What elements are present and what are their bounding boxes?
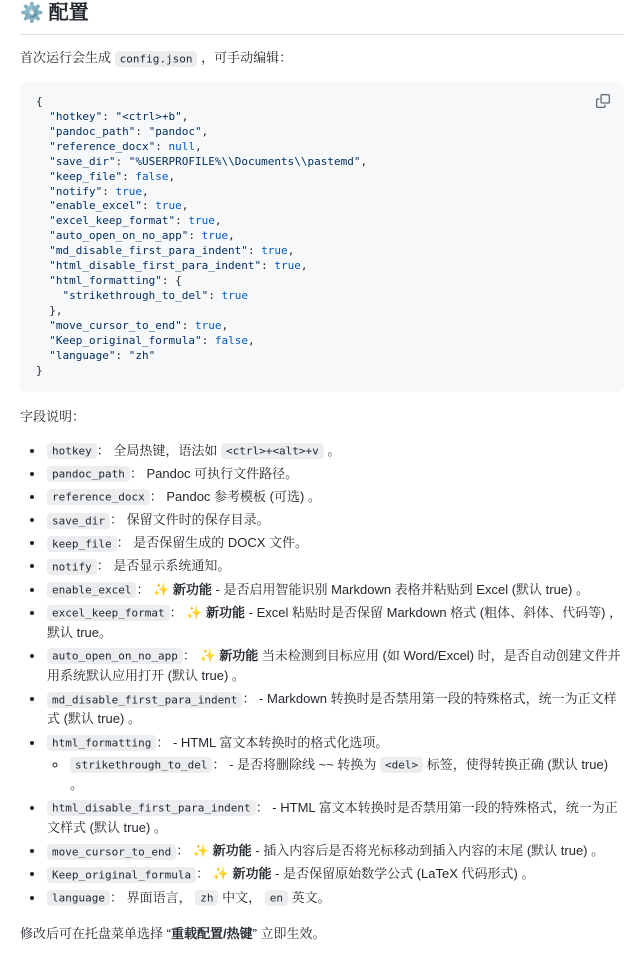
text-segment: ：	[136, 581, 154, 597]
code-token	[36, 155, 49, 168]
code-token: ,	[181, 199, 189, 213]
code-token: true	[188, 214, 215, 228]
code-line	[36, 244, 608, 259]
text-segment: 。	[323, 442, 341, 458]
bold-text: 新功能	[172, 581, 212, 597]
inline-code: Keep_original_formula	[47, 867, 196, 883]
field-item	[45, 689, 624, 729]
code-token: :	[141, 199, 156, 213]
text-segment: ： - Markdown 转换时是否禁用第一段的特殊格式，统一为正文样式 (默认 true) 。	[47, 691, 617, 727]
code-token: ,	[181, 109, 189, 123]
code-token: null	[168, 139, 195, 153]
text-segment: ：	[182, 647, 200, 663]
bold-text: 新功能	[212, 843, 252, 859]
sparkles-icon: ✨	[212, 866, 233, 882]
code-line	[36, 364, 608, 379]
text-segment: ： 全局热键，语法如	[96, 442, 221, 458]
sparkles-icon: ✨	[186, 604, 207, 620]
code-token: ,	[201, 124, 209, 138]
inline-code: reference_docx	[47, 489, 150, 505]
field-item	[45, 888, 624, 908]
inline-code: auto_open_on_no_app	[47, 648, 183, 664]
text-segment: ：	[196, 866, 213, 882]
inline-code: html_formatting	[47, 735, 156, 751]
inline-code: strikethrough_to_del	[70, 757, 212, 773]
code-token: "pandoc"	[148, 124, 202, 138]
inline-code: md_disable_first_para_indent	[47, 692, 242, 708]
inline-code: html_disable_first_para_indent	[47, 800, 256, 816]
code-token	[36, 229, 49, 242]
code-token: {	[36, 94, 43, 108]
field-item	[45, 733, 624, 795]
code-token: "html_formatting"	[49, 274, 162, 288]
code-token: "excel_keep_format"	[49, 214, 176, 228]
code-token: ,	[194, 139, 202, 153]
code-token: :	[201, 334, 215, 348]
code-line	[36, 334, 608, 349]
field-item	[45, 580, 624, 600]
code-token: "notify"	[49, 184, 103, 198]
code-token: "%USERPROFILE%\\Documents\\pastemd"	[128, 154, 361, 168]
code-token	[36, 140, 49, 153]
code-token	[36, 110, 49, 123]
code-token: "<ctrl>+b"	[115, 109, 182, 123]
code-token: :	[175, 214, 189, 228]
intro-paragraph	[20, 48, 624, 69]
code-token: true	[261, 244, 288, 258]
field-item	[45, 441, 624, 461]
text-segment: ” 立即生效。	[252, 925, 326, 941]
sub-field-list	[47, 755, 624, 795]
code-line	[36, 140, 608, 155]
footer-note	[20, 924, 624, 945]
code-token: ,	[141, 184, 149, 198]
text-segment: ：	[169, 604, 187, 620]
code-token: ,	[247, 334, 255, 348]
code-token	[36, 185, 49, 198]
inline-code: language	[47, 890, 110, 906]
text-segment: ，可手动编辑：	[197, 50, 293, 65]
code-line	[36, 125, 608, 140]
text-segment: ： 保留文件时的保存目录。	[109, 512, 270, 528]
code-token: :	[247, 244, 262, 258]
text-segment: - 是否保留原始数学公式 (LaTeX 代码形式) 。	[271, 866, 535, 882]
code-token	[36, 349, 49, 362]
inline-code: notify	[47, 559, 97, 575]
code-token	[36, 170, 49, 183]
field-item	[45, 510, 624, 530]
text-segment: - Excel 粘贴时是否保留 Markdown 格式 (粗体、斜体、代码等) ，默认 true。	[47, 604, 623, 640]
field-item	[45, 487, 624, 507]
text-segment: 首次运行会生成	[20, 50, 115, 65]
inline-code: enable_excel	[47, 582, 136, 598]
code-token: :	[122, 169, 136, 183]
inline-code: <ctrl>+<alt>+v	[221, 443, 324, 459]
inline-code: save_dir	[47, 513, 110, 529]
field-item	[45, 603, 624, 643]
code-token: true	[221, 289, 248, 303]
bold-text: 新功能	[219, 647, 259, 663]
inline-code: move_cursor_to_end	[47, 844, 176, 860]
copy-icon	[596, 94, 610, 111]
fields-list	[20, 441, 624, 908]
inline-code: keep_file	[47, 536, 117, 552]
code-block-container	[20, 82, 624, 392]
text-segment: 中文，	[218, 889, 265, 905]
code-line	[36, 110, 608, 125]
inline-code: zh	[195, 890, 218, 906]
text-segment: ： 是否保留生成的 DOCX 文件。	[116, 535, 309, 551]
inline-code: config.json	[115, 51, 198, 67]
code-token: "reference_docx"	[49, 139, 156, 153]
text-segment: ： 是否显示系统通知。	[96, 558, 231, 574]
code-token	[36, 125, 49, 138]
code-line	[36, 199, 608, 214]
code-line	[36, 170, 608, 185]
code-line	[36, 319, 608, 334]
code-token	[36, 259, 49, 272]
text-segment: ： - HTML 富文本转换时的格式化选项。	[156, 734, 389, 750]
code-token	[36, 334, 49, 347]
code-line	[36, 259, 608, 274]
text-segment: 标签，使得转换正确 (默认 true) 。	[70, 756, 609, 792]
code-token: },	[36, 304, 63, 318]
code-token: :	[261, 259, 275, 273]
code-line	[36, 289, 608, 304]
code-token: ,	[214, 214, 222, 228]
code-token: :	[115, 349, 129, 362]
text-segment: - 是否启用智能识别 Markdown 表格并粘贴到 Excel (默认 true) 。	[211, 581, 589, 597]
inline-code: hotkey	[47, 443, 97, 459]
text-segment: 修改后可在托盘菜单选择 “	[20, 925, 171, 941]
code-token: "pandoc_path"	[49, 124, 136, 138]
code-token: true	[115, 184, 142, 198]
code-line	[36, 185, 608, 200]
fields-label: 字段说明：	[20, 408, 86, 424]
bold-text: 重载配置/热键	[170, 925, 253, 941]
field-item	[45, 556, 624, 576]
code-token: :	[188, 229, 202, 243]
text-segment: - 插入内容后是否将光标移动到插入内容的末尾 (默认 true) 。	[251, 843, 605, 859]
code-token: "keep_file"	[49, 169, 123, 183]
copy-button[interactable]	[590, 90, 616, 116]
code-token: true	[155, 199, 182, 213]
code-token: :	[208, 289, 222, 303]
code-token: false	[214, 334, 248, 348]
code-line	[36, 229, 608, 244]
code-token: :	[102, 109, 116, 123]
code-token: "enable_excel"	[49, 199, 142, 213]
code-token	[36, 319, 49, 332]
field-item	[45, 464, 624, 484]
code-token: "language"	[49, 349, 116, 362]
sparkles-icon: ✨	[199, 647, 220, 663]
code-token: :	[115, 154, 129, 168]
code-token: ,	[228, 229, 235, 243]
code-token: "zh"	[128, 349, 156, 362]
code-token: "strikethrough_to_del"	[62, 289, 209, 303]
code-token: true	[201, 229, 229, 243]
sparkles-icon: ✨	[192, 843, 213, 859]
code-token	[36, 289, 63, 302]
code-token	[36, 199, 49, 212]
code-token: }	[36, 363, 43, 377]
field-item	[45, 533, 624, 553]
code-token: :	[102, 184, 116, 198]
text-segment: ： Pandoc 可执行文件路径。	[129, 465, 299, 481]
section-heading	[20, 1, 624, 35]
code-token: ,	[221, 319, 229, 333]
text-segment: ： - 是否将删除线 ~~ 转换为	[212, 756, 381, 772]
code-token: false	[135, 169, 169, 183]
code-token: true	[274, 259, 301, 273]
code-token: ,	[360, 154, 368, 168]
code-token: ,	[300, 259, 308, 273]
text-segment: 英文。	[287, 889, 331, 905]
field-item	[45, 646, 624, 686]
code-token: :	[135, 124, 149, 138]
sparkles-icon: ✨	[153, 581, 173, 597]
code-token: "save_dir"	[49, 154, 116, 168]
code-line	[36, 274, 608, 289]
code-token: "html_disable_first_para_indent"	[49, 259, 262, 273]
field-item	[45, 798, 624, 838]
code-line	[36, 214, 608, 229]
field-item	[45, 864, 624, 884]
inline-code: excel_keep_format	[47, 605, 170, 621]
code-line	[36, 155, 608, 170]
code-token: ,	[287, 244, 295, 258]
text-segment: 当未检测到目标应用 (如 Word/Excel) 时，是否自动创建文件并用系统默认应用打开 (默认 true) 。	[47, 647, 621, 684]
code-token: "Keep_original_formula"	[49, 334, 202, 348]
text-segment: ： 界面语言，	[109, 889, 196, 905]
text-segment: ： - HTML 富文本转换时是否禁用第一段的特殊格式，统一为正文样式 (默认 true) 。	[47, 799, 618, 836]
code-token: "auto_open_on_no_app"	[49, 229, 189, 243]
code-token	[36, 244, 49, 257]
code-line	[36, 95, 608, 110]
code-token: :	[155, 139, 169, 153]
code-token: true	[194, 319, 222, 333]
config-json-code-block	[20, 82, 624, 392]
code-line	[36, 349, 608, 364]
code-token	[36, 274, 49, 287]
bold-text: 新功能	[206, 604, 246, 620]
text-segment: ： Pandoc 参考模板 (可选) 。	[149, 488, 321, 504]
code-token: "move_cursor_to_end"	[49, 319, 182, 333]
inline-code: pandoc_path	[47, 466, 130, 482]
gear-icon: ⚙️	[20, 3, 44, 24]
code-token: : {	[161, 274, 182, 288]
code-token: :	[181, 319, 195, 333]
code-token: "hotkey"	[49, 109, 103, 123]
section-heading-text: 配置	[48, 2, 89, 24]
sub-field-item	[68, 755, 624, 795]
code-token: "md_disable_first_para_indent"	[49, 244, 248, 258]
text-segment: ：	[176, 843, 193, 859]
bold-text: 新功能	[232, 866, 272, 882]
code-token	[36, 214, 49, 227]
code-line	[36, 304, 608, 319]
inline-code: <del>	[380, 757, 423, 773]
code-token: ,	[168, 169, 176, 183]
field-item	[45, 841, 624, 861]
inline-code: en	[265, 890, 288, 906]
